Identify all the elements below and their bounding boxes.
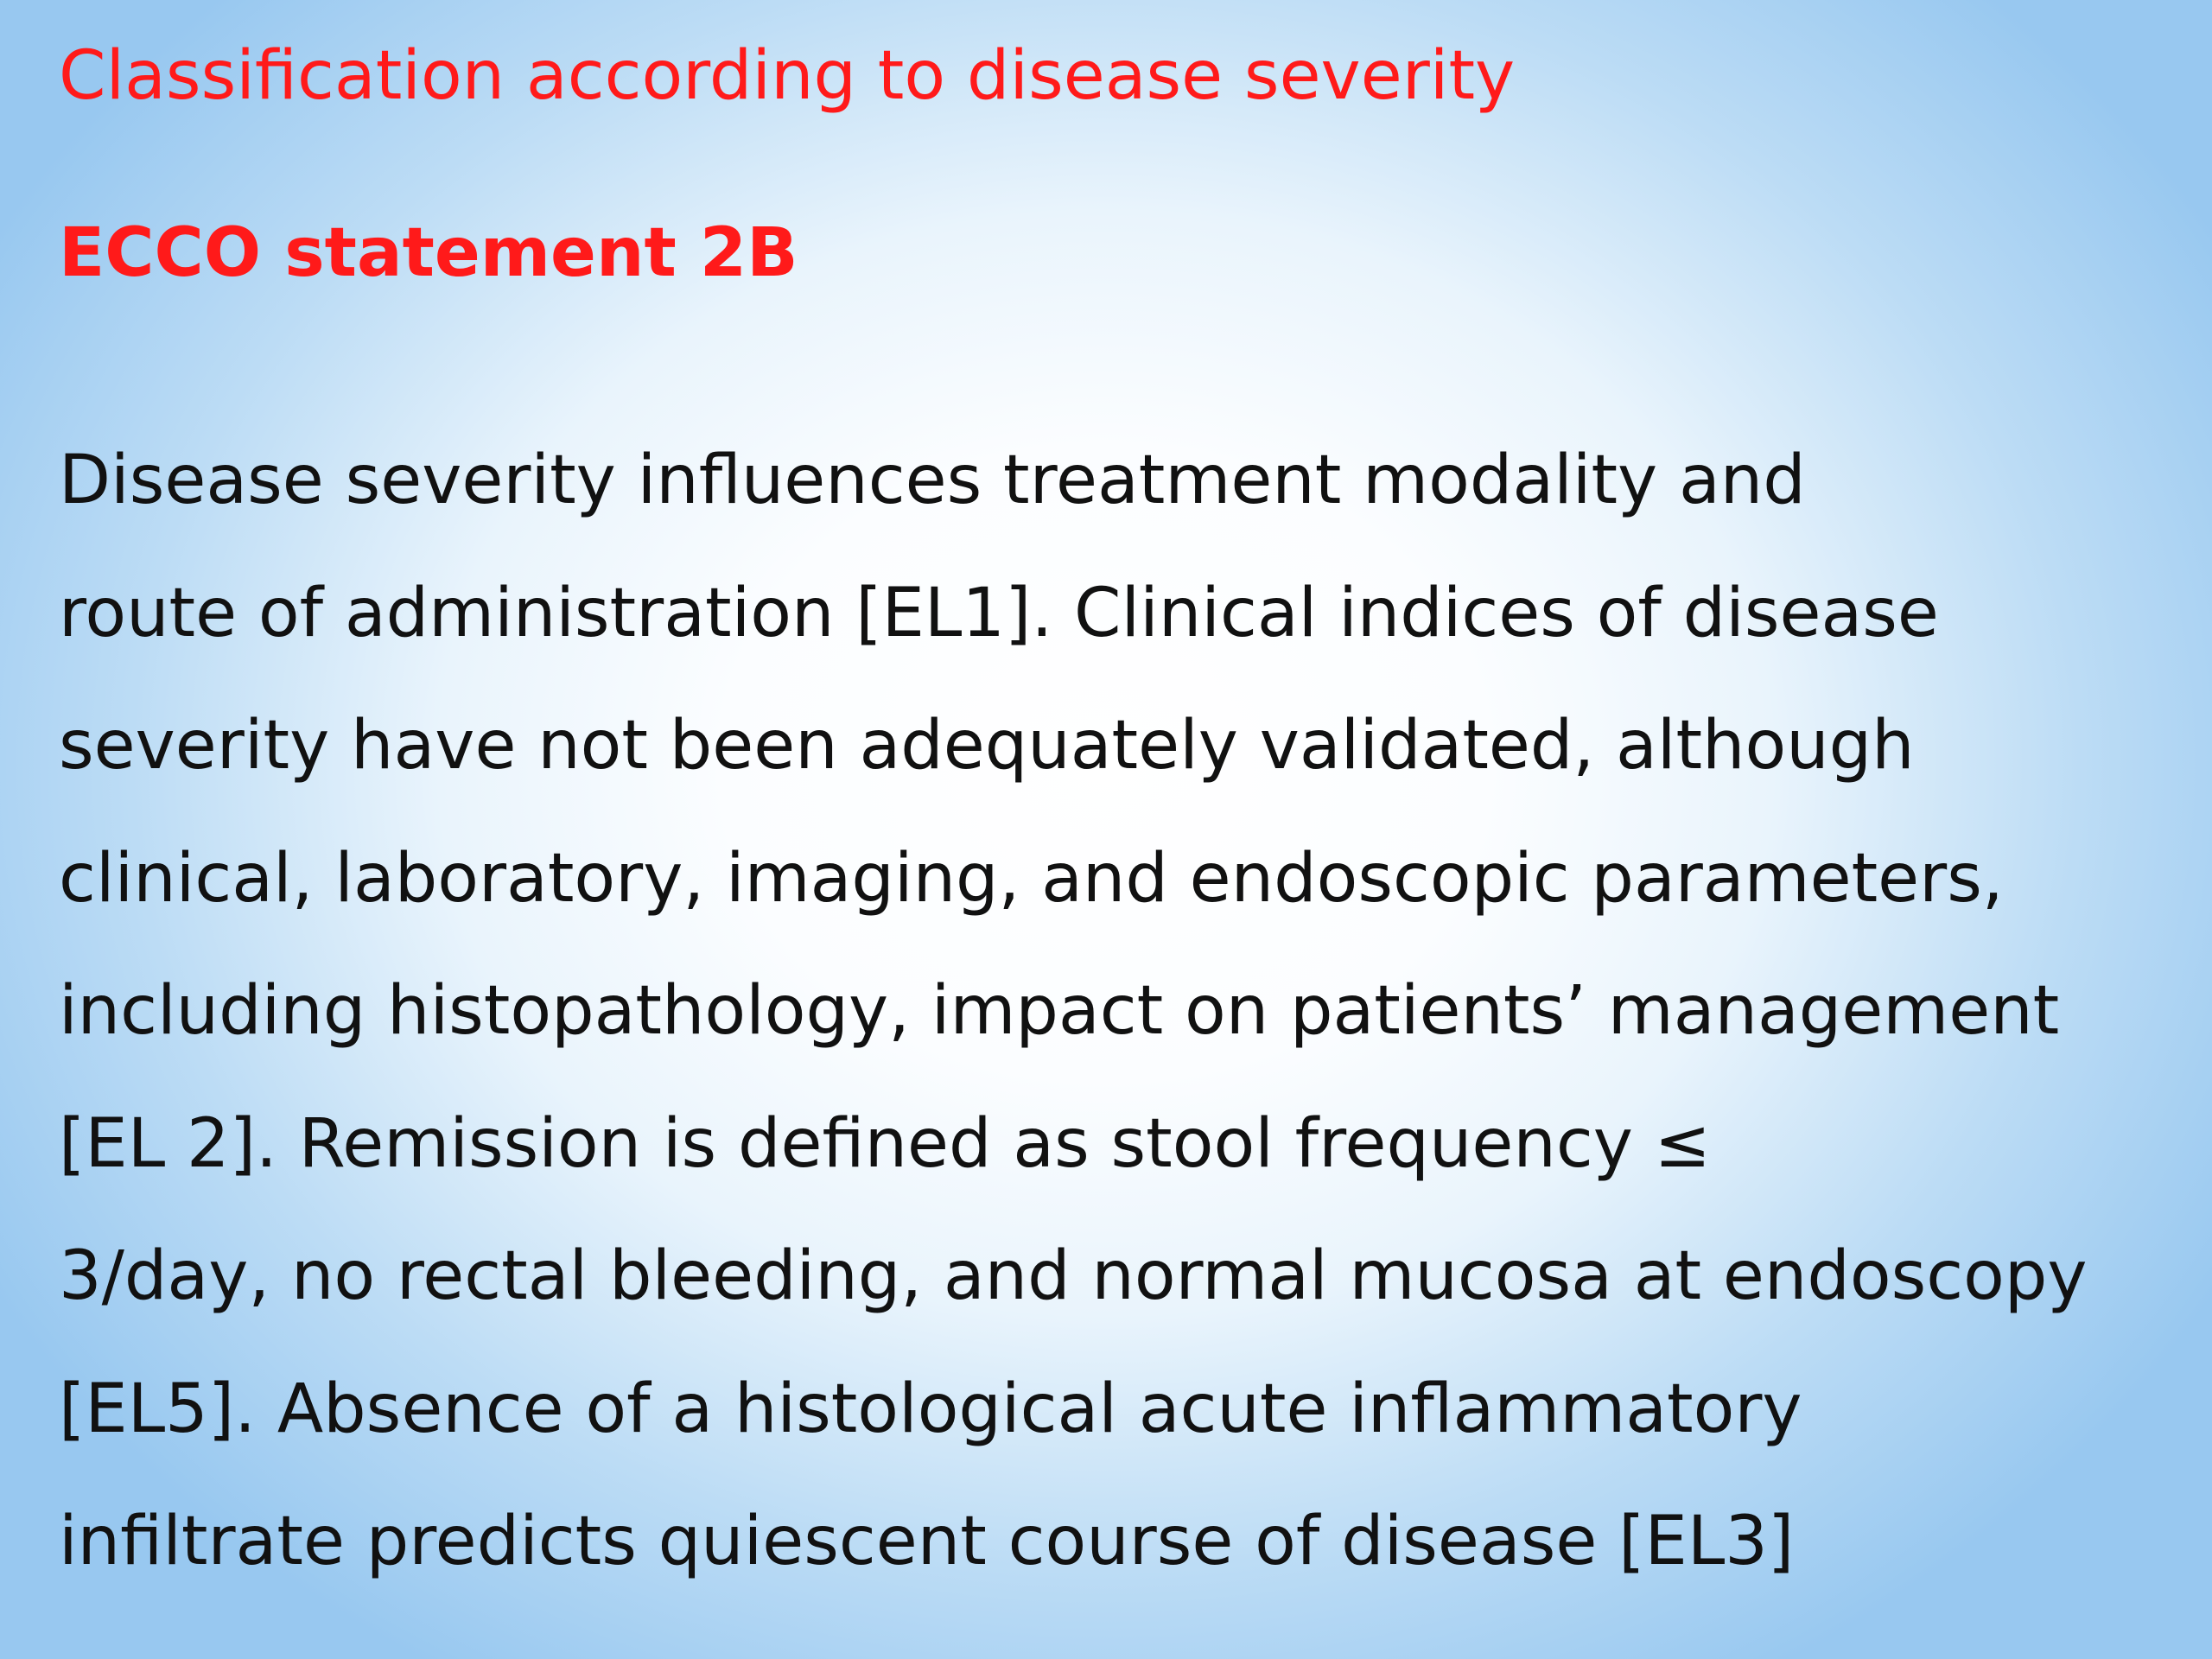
body-line: Disease severity influences treatment modality and: [59, 442, 1806, 519]
body-line: 3/day, no rectal bleeding, and normal mucosa at endoscopy: [59, 1237, 2088, 1315]
body-line: including histopathology, impact on patients’ management: [59, 972, 2060, 1050]
slide-title: Classification according to disease severity: [59, 37, 1516, 115]
body-line: clinical, laboratory, imaging, and endoscopic parameters,: [59, 839, 2004, 918]
body-line: infiltrate predicts quiescent course of disease [EL3]: [59, 1503, 1795, 1580]
body-line: [EL5]. Absence of a histological acute inflammatory: [59, 1370, 1802, 1448]
body-line: [EL 2]. Remission is defined as stool frequency ≤: [59, 1104, 1712, 1183]
body-line: severity have not been adequately validated, although: [59, 707, 1915, 785]
statement-body: [59, 415, 2184, 1609]
statement-heading: ECCO statement 2B: [59, 214, 798, 292]
body-line: route of administration [EL1]. Clinical indices of disease: [59, 574, 1939, 652]
